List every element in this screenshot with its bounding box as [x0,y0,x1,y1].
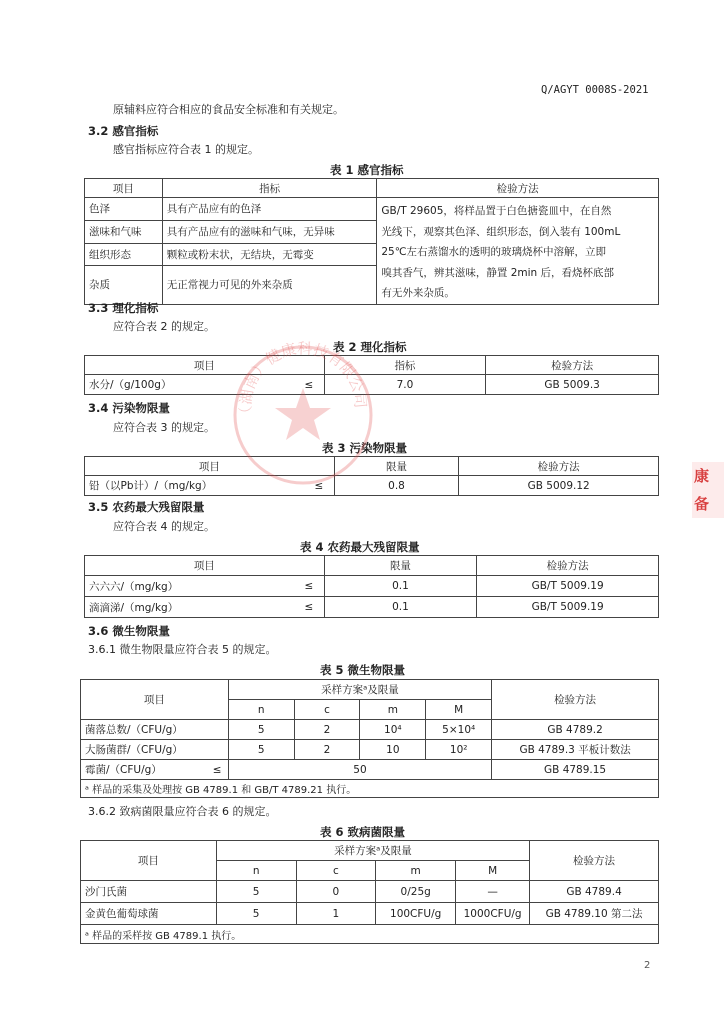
table-5-sub-m: m [360,700,426,720]
table-6-col-plan: 采样方案ᵃ及限量 [216,841,529,861]
table-5-cell: 5 [228,720,294,740]
table-5-cell: GB 4789.2 [492,720,659,740]
table-6-cell: 0 [296,881,376,903]
method-line: GB/T 29605，将样品置于白色搪瓷皿中，在自然 [381,205,612,217]
table-6-cell: GB 4789.10 第二法 [530,903,659,925]
table-1-cell: 颗粒或粉末状，无结块，无霉变 [162,243,377,266]
table-6-cell: 0/25g [376,881,456,903]
table-5-mold-method: GB 4789.15 [492,760,659,780]
table-5-mold-item: 霉菌/（CFU/g） [81,760,207,780]
table-1-sensory [84,178,659,305]
table-1-cell: 滋味和气味 [85,220,163,243]
table-4-cell: ≤ [294,576,324,597]
company-stamp [228,340,378,490]
section-3-5-heading: 3.5 农药最大残留限量 [88,500,205,514]
table-3-col-limit: 限量 [334,457,459,476]
table-6-footnote: ᵃ 样品的采样按 GB 4789.1 执行。 [81,925,659,944]
table-4-col-limit: 限量 [324,556,477,576]
table-6-sub-M: M [456,861,530,881]
table-1-cell: 杂质 [85,266,163,304]
table-1-cell: 色泽 [85,198,163,221]
table-3-col-item: 项目 [85,457,335,476]
table-1-cell: 具有产品应有的色泽 [162,198,377,221]
table-5-mold-sym: ≤ [206,760,228,780]
table-5-col-method: 检验方法 [492,680,659,720]
section-3-2-note: 感官指标应符合表 1 的规定。 [113,143,259,156]
table-4-cell: GB/T 5009.19 [477,597,659,618]
table-5-cell: 5×10⁴ [426,720,492,740]
table-4-cell: 滴滴涕/（mg/kg） [85,597,295,618]
table-5-sub-M: M [426,700,492,720]
table-4-pesticides [84,555,659,618]
table-5-cell: 菌落总数/（CFU/g） [81,720,229,740]
table-6-sub-c: c [296,861,376,881]
table-2-cell: 水分/（g/100g） [85,375,295,395]
side-mark-line: 备 [692,490,724,518]
table-3-cell: 铅（以Pb计）/（mg/kg） [85,476,305,496]
document-code: Q/AGYT 0008S-2021 [541,84,649,96]
side-red-mark [692,462,724,548]
table-1-cell: 无正常视力可见的外来杂质 [162,266,377,304]
table-6-title: 表 6 致病菌限量 [320,825,406,839]
table-3-title: 表 3 污染物限量 [322,441,408,455]
table-4-cell: 六六六/（mg/kg） [85,576,295,597]
intro-text: 原辅料应符合相应的食品安全标准和有关规定。 [113,103,344,116]
section-3-3-note: 应符合表 2 的规定。 [113,320,215,333]
table-5-cell: 5 [228,740,294,760]
table-1-cell: 具有产品应有的滋味和气味，无异味 [162,220,377,243]
table-5-col-plan: 采样方案ᵃ及限量 [228,680,491,700]
table-6-cell: 5 [216,881,296,903]
page-number: 2 [644,960,651,971]
table-4-col-method: 检验方法 [477,556,659,576]
table-2-cell: 7.0 [324,375,486,395]
section-3-4-note: 应符合表 3 的规定。 [113,421,215,434]
table-6-cell: 1000CFU/g [456,903,530,925]
table-6-cell: GB 4789.4 [530,881,659,903]
table-3-cell: GB 5009.12 [459,476,659,496]
table-5-cell: 大肠菌群/（CFU/g） [81,740,229,760]
method-line: 嗅其香气，辨其滋味，静置 2min 后，看烧杯底部 [381,266,615,279]
table-6-col-method: 检验方法 [530,841,659,881]
table-6-pathogens [80,840,659,944]
table-6-sub-m: m [376,861,456,881]
table-2-col-item: 项目 [85,356,325,375]
table-5-cell: 2 [294,740,360,760]
method-line: 25℃左右蒸馏水的透明的玻璃烧杯中溶解，立即 [381,246,607,258]
table-1-col-method: 检验方法 [377,179,659,198]
table-1-col-index: 指标 [162,179,377,198]
table-2-col-method: 检验方法 [486,356,659,375]
section-3-2-heading: 3.2 感官指标 [88,124,159,138]
table-5-cell: 10⁴ [360,720,426,740]
table-3-cell: 0.8 [334,476,459,496]
section-3-6-1: 3.6.1 微生物限量应符合表 5 的规定。 [88,643,277,656]
method-line: 光线下，观察其色泽、组织形态，倒入装有 100mL [381,225,621,238]
stamp-seal-icon [228,340,378,490]
table-6-cell: 沙门氏菌 [81,881,217,903]
table-5-footnote: ᵃ 样品的采集及处理按 GB 4789.1 和 GB/T 4789.21 执行。 [81,780,659,798]
table-6-cell: 金黄色葡萄球菌 [81,903,217,925]
stamp-text: （湖南）健康科技有限公司 [236,340,370,423]
table-6-cell: 1 [296,903,376,925]
table-1-method-text [377,198,659,305]
section-3-5-note: 应符合表 4 的规定。 [113,520,215,533]
table-5-cell: GB 4789.3 平板计数法 [492,740,659,760]
table-1-title: 表 1 感官指标 [330,163,404,177]
table-5-mold-value: 50 [228,760,491,780]
table-5-sub-c: c [294,700,360,720]
table-3-col-method: 检验方法 [459,457,659,476]
section-3-6-heading: 3.6 微生物限量 [88,624,170,638]
table-5-cell: 10 [360,740,426,760]
table-6-sub-n: n [216,861,296,881]
method-line: 有无外来杂质。 [381,287,455,299]
table-5-title: 表 5 微生物限量 [320,663,406,677]
table-5-sub-n: n [228,700,294,720]
table-6-cell: 100CFU/g [376,903,456,925]
table-4-cell: GB/T 5009.19 [477,576,659,597]
table-5-cell: 2 [294,720,360,740]
table-4-title: 表 4 农药最大残留限量 [300,540,420,554]
table-1-col-item: 项目 [85,179,163,198]
section-3-6-2: 3.6.2 致病菌限量应符合表 6 的规定。 [88,805,277,818]
table-2-cell: ≤ [294,375,324,395]
table-3-cell: ≤ [304,476,334,496]
table-6-cell: — [456,881,530,903]
section-3-4-heading: 3.4 污染物限量 [88,401,170,415]
table-5-microbial [80,679,659,798]
table-5-cell: 10² [426,740,492,760]
table-4-cell: 0.1 [324,576,477,597]
table-4-cell: ≤ [294,597,324,618]
side-mark-line: 康 [692,462,724,490]
table-6-cell: 5 [216,903,296,925]
table-4-cell: 0.1 [324,597,477,618]
table-6-col-item: 项目 [81,841,217,881]
table-2-title: 表 2 理化指标 [333,340,407,354]
table-2-col-index: 指标 [324,356,486,375]
table-4-col-item: 项目 [85,556,325,576]
table-5-col-item: 项目 [81,680,229,720]
section-3-3-heading: 3.3 理化指标 [88,301,159,315]
table-2-cell: GB 5009.3 [486,375,659,395]
table-1-cell: 组织形态 [85,243,163,266]
